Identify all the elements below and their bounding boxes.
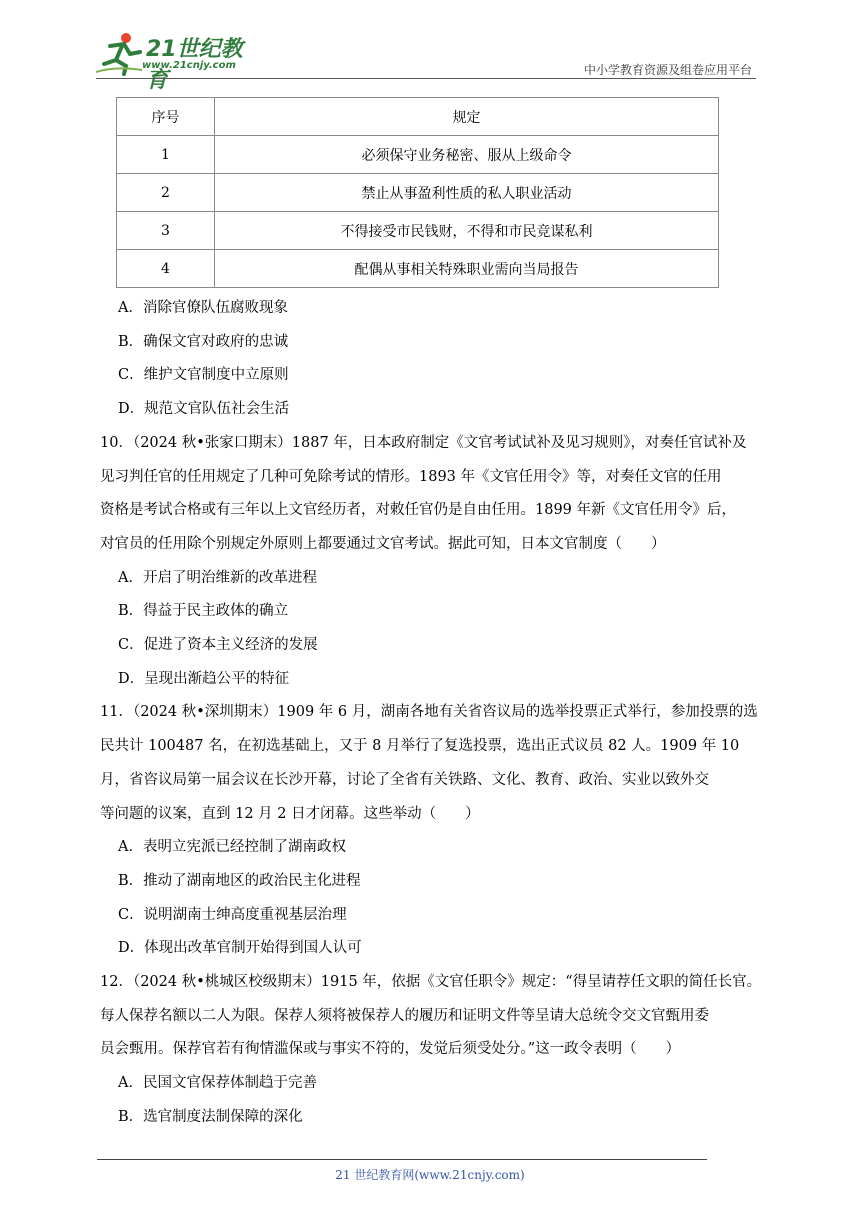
- logo-url: www.21cnjy.com: [142, 60, 236, 71]
- option-c[interactable]: C．说明湖南士绅高度重视基层治理: [118, 906, 347, 923]
- question-content: [100, 292, 770, 1135]
- question-text-line: 资格是考试合格或有三年以上文官经历者，对敕任官仍是自由任用。1899 年新《文官任用令》后，: [100, 502, 737, 519]
- option-b[interactable]: B．得益于民主政体的确立: [118, 603, 289, 620]
- question-text-line: 等问题的议案，直到 12 月 2 日才闭幕。这些举动（ ）: [100, 805, 480, 822]
- option-a[interactable]: A．表明立宪派已经控制了湖南政权: [118, 839, 346, 856]
- question-text-line: 对官员的任用除个别规定外原则上都要通过文官考试。据此可知，日本文官制度（ ）: [100, 535, 666, 552]
- option-a[interactable]: A．民国文官保荐体制趋于完善: [118, 1075, 317, 1092]
- footer-link[interactable]: 21 世纪教育网(www.21cnjy.com): [335, 1168, 525, 1182]
- header-divider: [96, 78, 756, 79]
- header-tagline: 中小学教育资源及组卷应用平台: [583, 63, 752, 77]
- table-cell: 禁止从事盈利性质的私人职业活动: [215, 174, 719, 212]
- question-text-line: 员会甄用。保荐官若有徇情滥保或与事实不符的，发觉后须受处分。”这一政令表明（ ）: [100, 1041, 681, 1058]
- question-text-line: 12．（2024 秋•桃城区校级期末）1915 年，依据《文官任职令》规定：“得呈请荐任文职的简任长官。: [100, 974, 762, 991]
- option-a[interactable]: A．开启了明治维新的改革进程: [118, 569, 317, 586]
- table-cell: 必须保守业务秘密、服从上级命令: [215, 136, 719, 174]
- option-b[interactable]: B．确保文官对政府的忠诚: [118, 333, 289, 350]
- table-cell: 4: [117, 250, 215, 288]
- site-logo[interactable]: [96, 30, 256, 93]
- question-text-line: 月，省咨议局第一届会议在长沙开幕，讨论了全省有关铁路、文化、教育、政治、实业以致外交: [100, 771, 709, 788]
- question-text-line: 11．（2024 秋•深圳期末）1909 年 6 月，湖南各地有关省咨议局的选举投票正式举行，参加投票的选: [100, 704, 758, 721]
- table-header-cell: 规定: [215, 98, 719, 136]
- table-header-cell: 序号: [117, 98, 215, 136]
- option-c[interactable]: C．促进了资本主义经济的发展: [118, 637, 318, 654]
- option-b[interactable]: B．推动了湖南地区的政治民主化进程: [118, 872, 361, 889]
- option-c[interactable]: C．维护文官制度中立原则: [118, 367, 289, 384]
- question-10: [100, 427, 770, 562]
- regulations-table: [116, 97, 719, 288]
- table-row: [117, 136, 719, 174]
- table-cell: 1: [117, 136, 215, 174]
- table-cell: 不得接受市民钱财，不得和市民竞谋私利: [215, 212, 719, 250]
- table-header-row: [117, 98, 719, 136]
- question-11: [100, 696, 770, 831]
- table-cell: 2: [117, 174, 215, 212]
- option-d[interactable]: D．体现出改革官制开始得到国人认可: [118, 940, 362, 957]
- option-b[interactable]: B．选官制度法制保障的深化: [118, 1108, 303, 1125]
- option-d[interactable]: D．呈现出渐趋公平的特征: [118, 670, 290, 687]
- question-text-line: 每人保荐名额以二人为限。保荐人须将被保荐人的履历和证明文件等呈请大总统令交文官甄用委: [100, 1007, 709, 1024]
- table-cell: 配偶从事相关特殊职业需向当局报告: [215, 250, 719, 288]
- table-row: [117, 212, 719, 250]
- option-a[interactable]: A．消除官僚队伍腐败现象: [118, 300, 288, 316]
- question-12: [100, 966, 770, 1067]
- runner-logo-icon: [96, 30, 144, 76]
- table-cell: 3: [117, 212, 215, 250]
- page-header: [0, 0, 860, 93]
- logo-text: 21世纪教育: [146, 37, 243, 93]
- question-text-line: 民共计 100487 名，在初选基础上，又于 8 月举行了复选投票，选出正式议员 82 人。1909 年 10: [100, 738, 740, 755]
- question-text-line: 10．（2024 秋•张家口期末）1887 年，日本政府制定《文官考试试补及见习规则》，对奏任官试补及: [100, 434, 747, 451]
- footer-divider: [97, 1159, 707, 1160]
- table-row: [117, 250, 719, 288]
- table-row: [117, 174, 719, 212]
- option-d[interactable]: D．规范文官队伍社会生活: [118, 401, 290, 418]
- question-text-line: 见习判任官的任用规定了几种可免除考试的情形。1893 年《文官任用令》等，对奏任文官的任用: [100, 468, 722, 485]
